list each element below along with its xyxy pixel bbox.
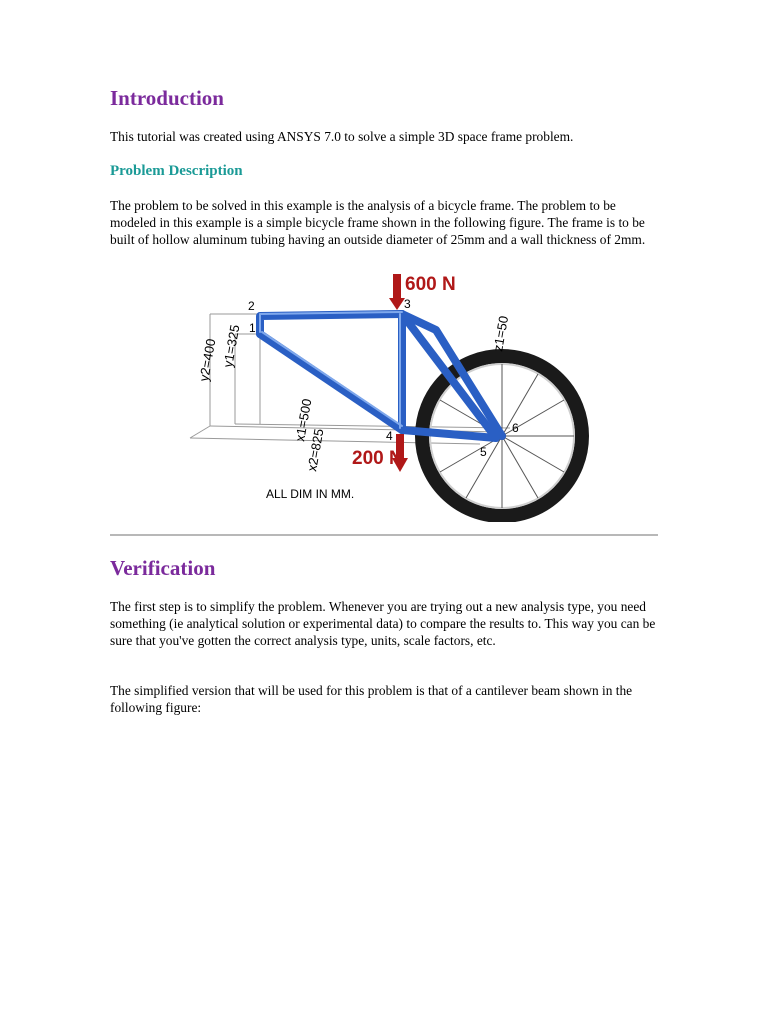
bicycle-frame-figure (180, 266, 592, 522)
verification-heading: Verification (110, 556, 216, 580)
node-label-5: 5 (480, 445, 487, 459)
intro-text: This tutorial was created using ANSYS 7.0 to solve a simple 3D space frame problem. (110, 129, 574, 144)
intro-heading: Introduction (110, 86, 224, 110)
verification-text-1: The first step is to simplify the problem. Whenever you are trying out a new analysis type, you need something (ie analytical solution or experimental data) to compare the results to. This way you can be sure that you've gotten the correct analysis type, units, scale factors, etc. (110, 599, 656, 648)
node-label-1: 1 (249, 321, 256, 335)
dim-x2-label: x2=825 (304, 427, 327, 473)
dim-z1-label: z1=50 (490, 314, 512, 353)
node-label-6: 6 (512, 421, 519, 435)
node-label-4: 4 (386, 429, 393, 443)
problem-text: The problem to be solved in this example is the analysis of a bicycle frame. The problem to be modeled in this example is a simple bicycle frame shown in the following figure. The frame is to be built of hollow aluminum tubing having an outside diameter of 25mm and a wall thickness of 2mm. (110, 198, 646, 247)
dim-x1-label: x1=500 (292, 397, 315, 443)
load-label-bottom: 200 N (352, 448, 403, 469)
dim-y1-label: y1=325 (220, 323, 243, 369)
verification-text-2: The simplified version that will be used for this problem is that of a cantilever beam shown in the following figure: (110, 683, 633, 715)
load-arrow-top (389, 274, 405, 310)
node-label-3: 3 (404, 297, 411, 311)
node-label-2: 2 (248, 299, 255, 313)
dim-y2-label: y2=400 (196, 337, 219, 383)
figure-note: ALL DIM IN MM. (266, 487, 355, 501)
load-label-top: 600 N (405, 274, 456, 295)
problem-heading: Problem Description (110, 163, 243, 179)
section-divider (110, 534, 658, 536)
